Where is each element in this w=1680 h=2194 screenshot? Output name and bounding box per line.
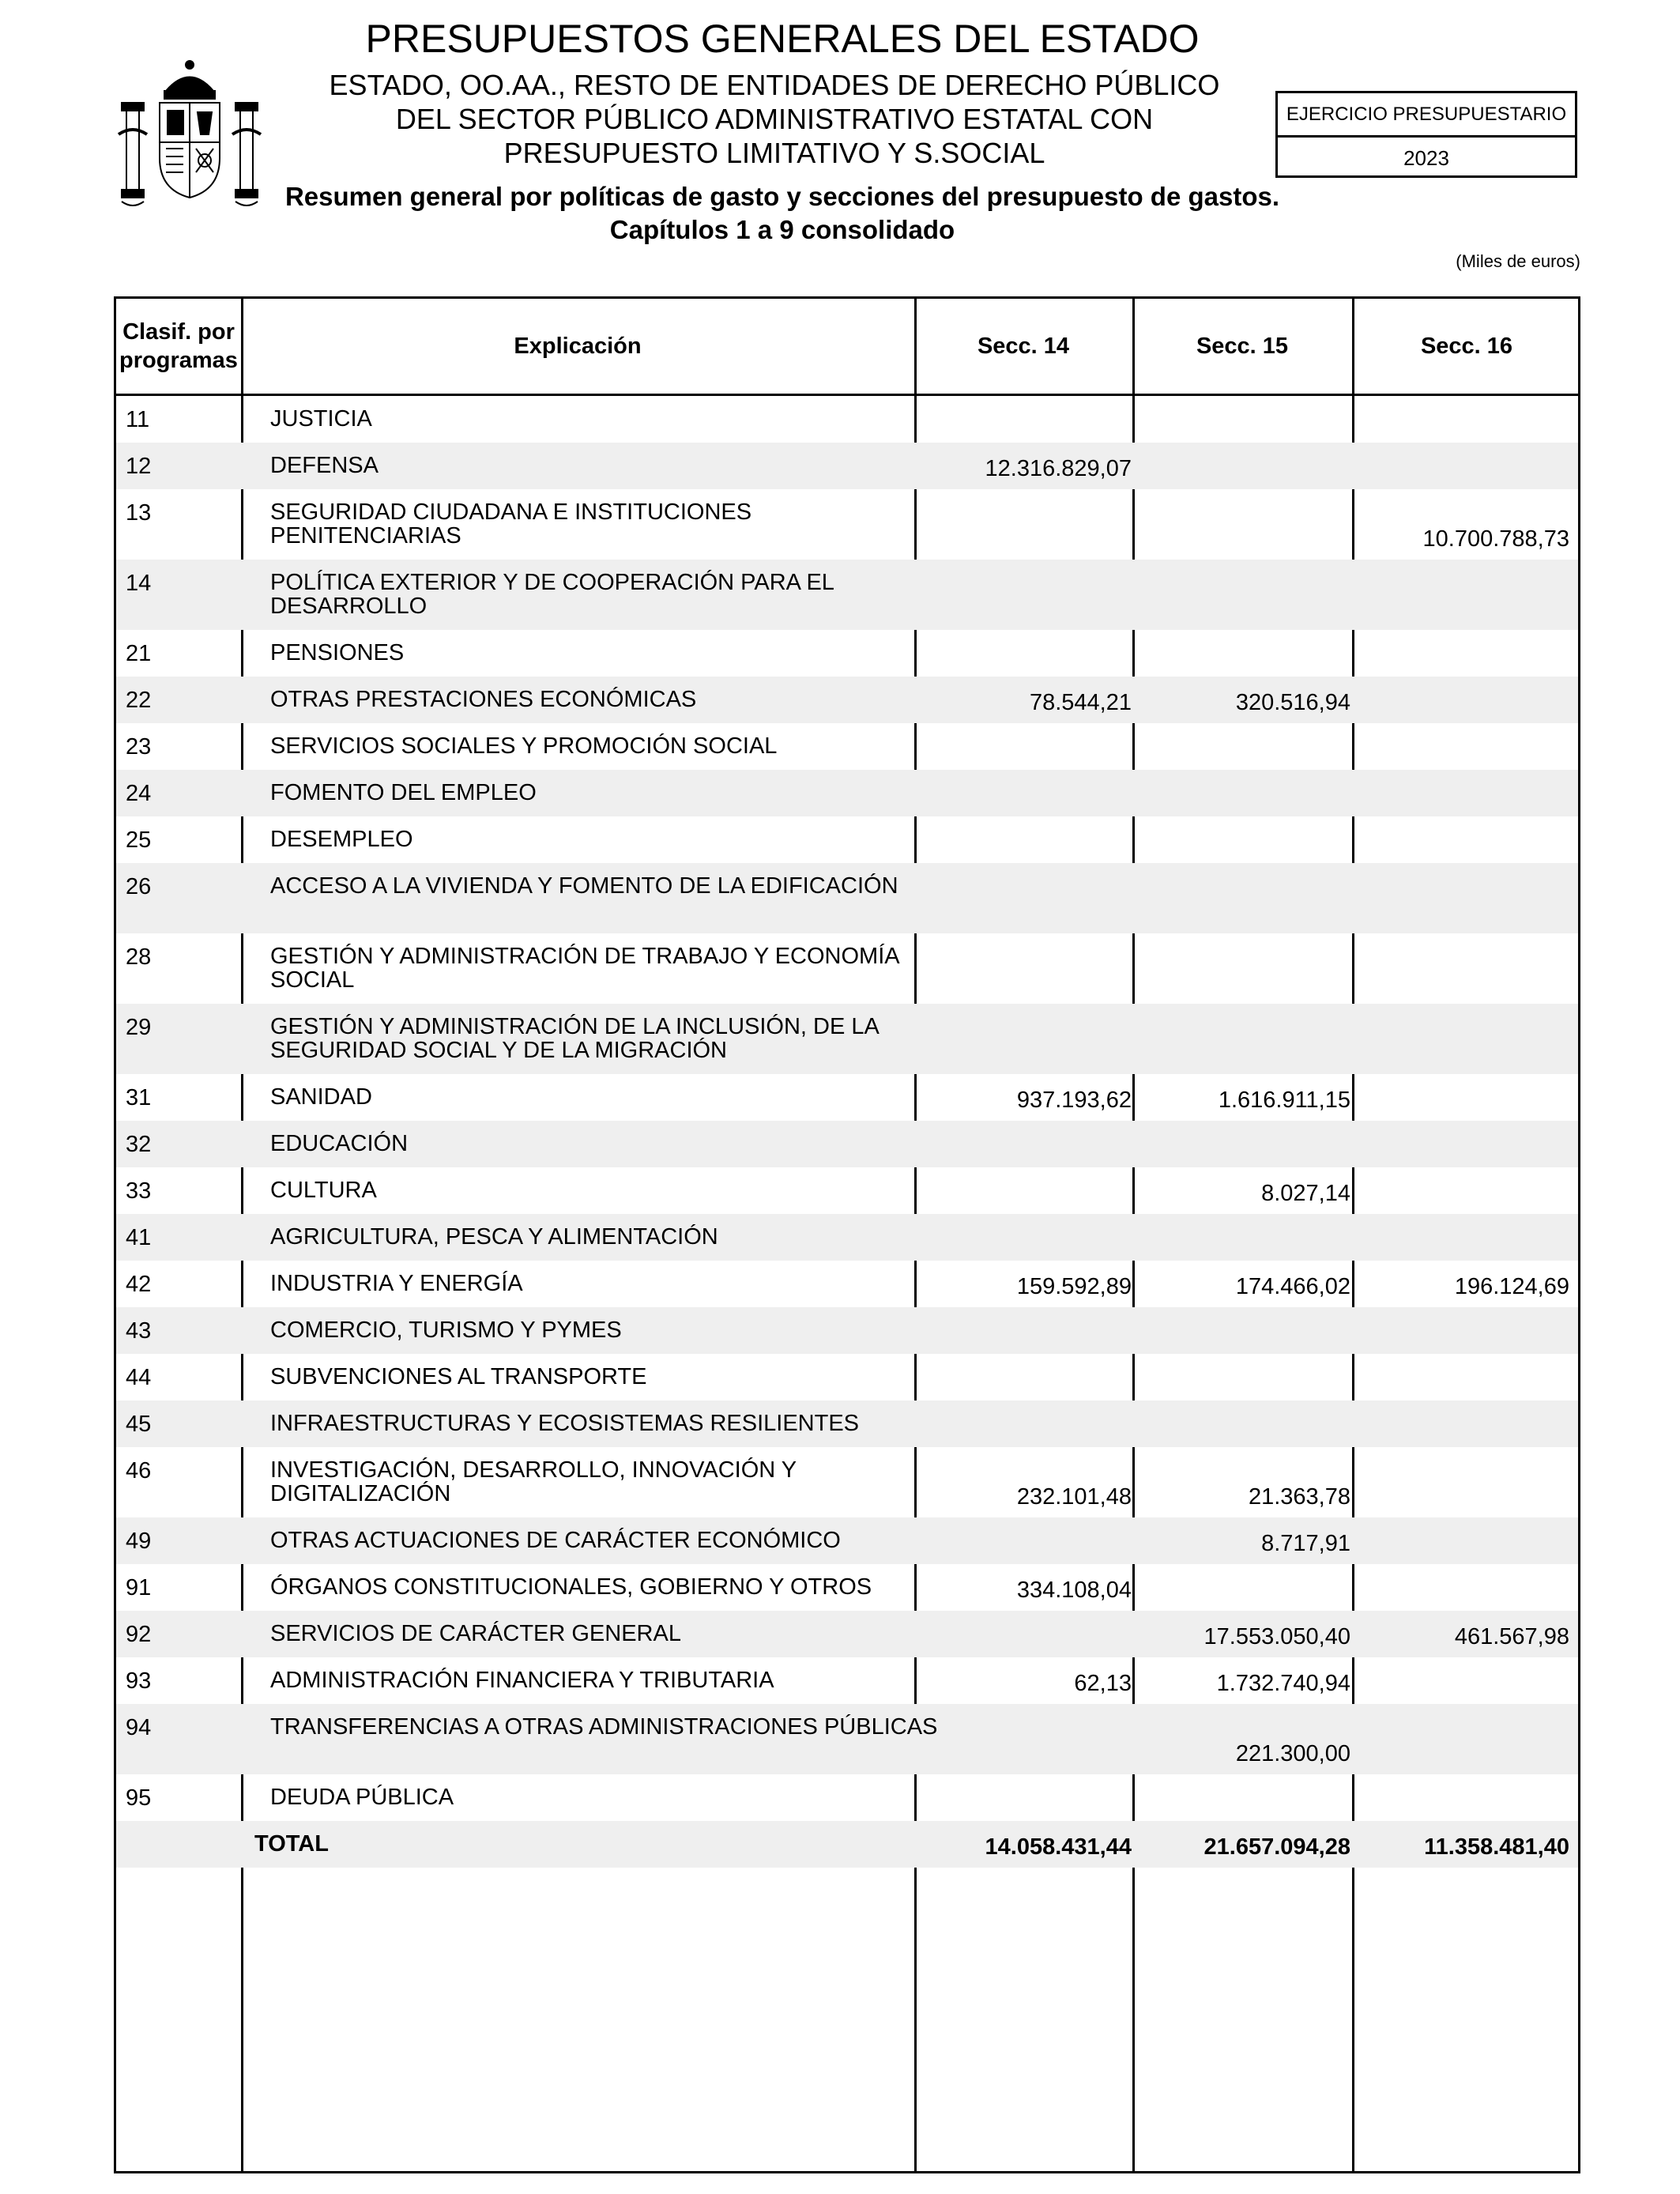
- table-row: [116, 560, 1578, 630]
- table-row: [116, 443, 1578, 489]
- table-row: [116, 1214, 1578, 1261]
- table-row: [116, 1611, 1578, 1657]
- row-value-secc-15: [1139, 1121, 1350, 1167]
- row-value-secc-16: [1359, 630, 1569, 677]
- row-value-secc-16: [1359, 677, 1569, 723]
- exercise-label: EJERCICIO PRESUPUESTARIO: [1278, 93, 1575, 138]
- row-code: 94: [126, 1715, 152, 1740]
- row-explanation: SEGURIDAD CIUDADANA E INSTITUCIONES PENITENCIARIAS: [270, 499, 752, 548]
- exercise-year: 2023: [1403, 146, 1449, 170]
- row-code: 21: [126, 641, 152, 666]
- row-code: 29: [126, 1015, 152, 1040]
- row-code: 91: [126, 1575, 152, 1600]
- row-code: 24: [126, 781, 152, 806]
- row-value-secc-15: 174.466,02: [1235, 1274, 1350, 1299]
- row-value-secc-15: [1139, 863, 1350, 933]
- row-value-secc-14: [922, 723, 1132, 770]
- row-value-secc-16: [1359, 1517, 1569, 1564]
- table-row: [116, 1261, 1578, 1307]
- row-value-secc-16: [1359, 1400, 1569, 1447]
- summary-line: Resumen general por políticas de gasto y secciones del presupuesto de gastos.: [284, 182, 1280, 211]
- row-value-secc-14: 937.193,62: [1016, 1088, 1132, 1113]
- row-code: 26: [126, 874, 152, 899]
- page-title: PRESUPUESTOS GENERALES DEL ESTADO: [365, 17, 1200, 61]
- row-explanation: COMERCIO, TURISMO Y PYMES: [270, 1318, 622, 1343]
- row-value-secc-16: 196.124,69: [1454, 1274, 1569, 1299]
- units-note: (Miles de euros): [1456, 251, 1580, 271]
- row-explanation: ACCESO A LA VIVIENDA Y FOMENTO DE LA EDIFICACIÓN: [270, 873, 898, 899]
- row-value-secc-16: [1359, 1564, 1569, 1611]
- subtitle-line: PRESUPUESTO LIMITATIVO Y S.SOCIAL: [503, 137, 1045, 169]
- row-value-secc-16: [1359, 1447, 1569, 1517]
- row-code: 11: [126, 407, 150, 432]
- table-row: [116, 1517, 1578, 1564]
- table-row: [116, 1447, 1578, 1517]
- row-code: 45: [126, 1412, 152, 1437]
- row-value-secc-16: [1359, 443, 1569, 489]
- row-value-secc-15: 8.717,91: [1261, 1531, 1350, 1556]
- row-explanation: SANIDAD: [270, 1084, 372, 1110]
- row-value-secc-16: [1359, 396, 1569, 443]
- row-code: 32: [126, 1132, 152, 1157]
- row-code: 14: [126, 571, 152, 596]
- row-code: 44: [126, 1365, 152, 1390]
- row-value-secc-15: [1139, 560, 1350, 630]
- row-code: 25: [126, 827, 152, 853]
- row-explanation: ADMINISTRACIÓN FINANCIERA Y TRIBUTARIA: [270, 1668, 774, 1693]
- row-value-secc-16: [1359, 816, 1569, 863]
- subtitle-line: ESTADO, OO.AA., RESTO DE ENTIDADES DE DERECHO PÚBLICO: [329, 69, 1220, 101]
- row-value-secc-16: [1359, 863, 1569, 933]
- row-value-secc-14: [922, 1517, 1132, 1564]
- table-row: [116, 723, 1578, 770]
- table-row: [116, 1004, 1578, 1074]
- row-value-secc-16: [1359, 1704, 1569, 1774]
- entity-description: [284, 68, 1264, 170]
- row-value-secc-14: 334.108,04: [1016, 1578, 1132, 1603]
- row-value-secc-14: [922, 1214, 1132, 1261]
- table-row: [116, 1167, 1578, 1214]
- row-explanation: DESEMPLEO: [270, 827, 413, 852]
- row-value-secc-15: [1139, 630, 1350, 677]
- row-value-secc-14: [922, 1611, 1132, 1657]
- row-code: 42: [126, 1272, 152, 1297]
- row-value-secc-15: 320.516,94: [1235, 690, 1350, 715]
- table-row: [116, 1074, 1578, 1121]
- table-row: [116, 1354, 1578, 1400]
- table-row: [116, 489, 1578, 560]
- row-value-secc-15: [1139, 1354, 1350, 1400]
- row-value-secc-15: 8.027,14: [1261, 1181, 1350, 1206]
- row-code: 41: [126, 1225, 152, 1250]
- row-code: 49: [126, 1529, 152, 1554]
- report-summary: [269, 180, 1296, 247]
- row-value-secc-14: [922, 489, 1132, 560]
- budget-table: [114, 296, 1580, 2173]
- row-value-secc-14: 159.592,89: [1016, 1274, 1132, 1299]
- header-secc-14: Secc. 14: [977, 334, 1070, 359]
- subtitle-line: DEL SECTOR PÚBLICO ADMINISTRATIVO ESTATAL CON: [395, 103, 1154, 135]
- row-explanation: POLÍTICA EXTERIOR Y DE COOPERACIÓN PARA EL DESARROLLO: [270, 570, 834, 619]
- row-value-secc-15: [1139, 1307, 1350, 1354]
- row-value-secc-14: 78.544,21: [1029, 690, 1132, 715]
- row-code: 92: [126, 1622, 152, 1647]
- row-value-secc-15: [1139, 770, 1350, 816]
- row-value-secc-14: 12.316.829,07: [985, 456, 1132, 481]
- row-value-secc-14: 232.101,48: [1016, 1484, 1132, 1510]
- row-value-secc-16: [1359, 1004, 1569, 1074]
- row-value-secc-16: [1359, 1774, 1569, 1821]
- table-row: [116, 396, 1578, 443]
- row-value-secc-15: [1139, 723, 1350, 770]
- header-secc-15: Secc. 15: [1196, 334, 1289, 359]
- row-value-secc-15: 221.300,00: [1235, 1741, 1350, 1766]
- row-value-secc-14: [922, 1774, 1132, 1821]
- exercise-box: [1275, 91, 1577, 178]
- row-explanation: JUSTICIA: [270, 406, 372, 432]
- row-value-secc-15: [1139, 1564, 1350, 1611]
- table-row: [116, 933, 1578, 1004]
- row-value-secc-14: [922, 1704, 1132, 1774]
- row-code: 22: [126, 688, 152, 713]
- row-explanation: GESTIÓN Y ADMINISTRACIÓN DE LA INCLUSIÓN, DE LA SEGURIDAD SOCIAL Y DE LA MIGRACIÓN: [270, 1014, 879, 1063]
- row-explanation: PENSIONES: [270, 640, 405, 665]
- total-value-secc-15: 21.657.094,28: [1203, 1834, 1350, 1860]
- row-code: 95: [126, 1785, 152, 1811]
- row-explanation: OTRAS PRESTACIONES ECONÓMICAS: [270, 687, 697, 712]
- row-value-secc-15: 17.553.050,40: [1203, 1624, 1350, 1649]
- table-row: [116, 816, 1578, 863]
- table-row: [116, 1400, 1578, 1447]
- row-value-secc-16: [1359, 1307, 1569, 1354]
- row-value-secc-15: [1139, 1214, 1350, 1261]
- header-secc-16: Secc. 16: [1420, 334, 1513, 359]
- row-explanation: OTRAS ACTUACIONES DE CARÁCTER ECONÓMICO: [270, 1528, 841, 1553]
- row-value-secc-14: [922, 560, 1132, 630]
- table-row: [116, 1774, 1578, 1821]
- row-value-secc-16: [1359, 560, 1569, 630]
- row-value-secc-15: [1139, 816, 1350, 863]
- row-value-secc-16: [1359, 1657, 1569, 1704]
- row-explanation: INDUSTRIA Y ENERGÍA: [270, 1271, 523, 1296]
- row-value-secc-16: [1359, 1214, 1569, 1261]
- row-explanation: GESTIÓN Y ADMINISTRACIÓN DE TRABAJO Y ECONOMÍA SOCIAL: [270, 944, 898, 993]
- summary-line: Capítulos 1 a 9 consolidado: [609, 215, 955, 244]
- row-value-secc-16: [1359, 1121, 1569, 1167]
- row-code: 93: [126, 1668, 152, 1694]
- row-value-secc-14: [922, 396, 1132, 443]
- row-value-secc-14: [922, 1354, 1132, 1400]
- row-explanation: SUBVENCIONES AL TRANSPORTE: [270, 1364, 647, 1389]
- row-value-secc-15: 21.363,78: [1248, 1484, 1350, 1510]
- row-value-secc-16: 461.567,98: [1454, 1624, 1569, 1649]
- row-value-secc-16: [1359, 770, 1569, 816]
- row-value-secc-16: [1359, 1354, 1569, 1400]
- row-explanation: INFRAESTRUCTURAS Y ECOSISTEMAS RESILIENTES: [270, 1411, 860, 1436]
- row-value-secc-15: [1139, 489, 1350, 560]
- row-explanation: FOMENTO DEL EMPLEO: [270, 780, 537, 805]
- coat-of-arms-emblem: [111, 55, 269, 213]
- row-value-secc-14: [922, 1004, 1132, 1074]
- row-code: 43: [126, 1318, 152, 1344]
- table-row: [116, 677, 1578, 723]
- total-value-secc-16: 11.358.481,40: [1424, 1834, 1569, 1860]
- row-value-secc-15: [1139, 1774, 1350, 1821]
- row-value-secc-16: [1359, 933, 1569, 1004]
- row-value-secc-16: 10.700.788,73: [1422, 526, 1569, 552]
- row-explanation: ÓRGANOS CONSTITUCIONALES, GOBIERNO Y OTROS: [270, 1574, 872, 1600]
- row-explanation: EDUCACIÓN: [270, 1131, 409, 1156]
- table-row: [116, 1121, 1578, 1167]
- row-code: 28: [126, 944, 152, 970]
- table-body: [116, 396, 1578, 1868]
- row-value-secc-15: [1139, 1400, 1350, 1447]
- row-value-secc-15: [1139, 396, 1350, 443]
- row-value-secc-14: [922, 1121, 1132, 1167]
- row-explanation: SERVICIOS SOCIALES Y PROMOCIÓN SOCIAL: [270, 733, 778, 759]
- total-row: [116, 1821, 1578, 1868]
- row-value-secc-14: [922, 770, 1132, 816]
- table-row: [116, 770, 1578, 816]
- header-clasif: Clasif. por programas: [119, 319, 238, 373]
- row-value-secc-14: 62,13: [1074, 1671, 1132, 1696]
- row-explanation: DEUDA PÚBLICA: [270, 1785, 454, 1810]
- row-code: 12: [126, 454, 152, 479]
- table-row: [116, 1704, 1578, 1774]
- total-label: TOTAL: [254, 1831, 329, 1857]
- table-row: [116, 863, 1578, 933]
- row-code: 33: [126, 1178, 152, 1204]
- row-value-secc-14: [922, 933, 1132, 1004]
- row-value-secc-16: [1359, 1074, 1569, 1121]
- row-value-secc-15: [1139, 443, 1350, 489]
- header-explicacion: Explicación: [514, 334, 642, 359]
- row-value-secc-14: [922, 1167, 1132, 1214]
- row-explanation: TRANSFERENCIAS A OTRAS ADMINISTRACIONES PÚBLICAS: [270, 1714, 938, 1740]
- row-code: 13: [126, 500, 152, 526]
- row-value-secc-16: [1359, 723, 1569, 770]
- row-code: 46: [126, 1458, 152, 1483]
- row-code: 23: [126, 734, 152, 760]
- row-code: 31: [126, 1085, 152, 1110]
- row-explanation: DEFENSA: [270, 453, 379, 478]
- table-row: [116, 630, 1578, 677]
- row-explanation: AGRICULTURA, PESCA Y ALIMENTACIÓN: [270, 1224, 718, 1250]
- table-row: [116, 1657, 1578, 1704]
- table-header: [116, 299, 1578, 396]
- row-explanation: SERVICIOS DE CARÁCTER GENERAL: [270, 1621, 681, 1646]
- row-explanation: INVESTIGACIÓN, DESARROLLO, INNOVACIÓN Y DIGITALIZACIÓN: [270, 1457, 797, 1506]
- row-value-secc-16: [1359, 1167, 1569, 1214]
- row-explanation: CULTURA: [270, 1178, 377, 1203]
- row-value-secc-14: [922, 1400, 1132, 1447]
- row-value-secc-15: 1.732.740,94: [1216, 1671, 1350, 1696]
- row-value-secc-14: [922, 1307, 1132, 1354]
- table-row: [116, 1564, 1578, 1611]
- row-value-secc-15: [1139, 1004, 1350, 1074]
- row-value-secc-15: 1.616.911,15: [1218, 1088, 1350, 1113]
- table-row: [116, 1307, 1578, 1354]
- row-value-secc-14: [922, 863, 1132, 933]
- row-value-secc-15: [1139, 933, 1350, 1004]
- row-value-secc-14: [922, 630, 1132, 677]
- row-value-secc-14: [922, 816, 1132, 863]
- total-value-secc-14: 14.058.431,44: [985, 1834, 1132, 1860]
